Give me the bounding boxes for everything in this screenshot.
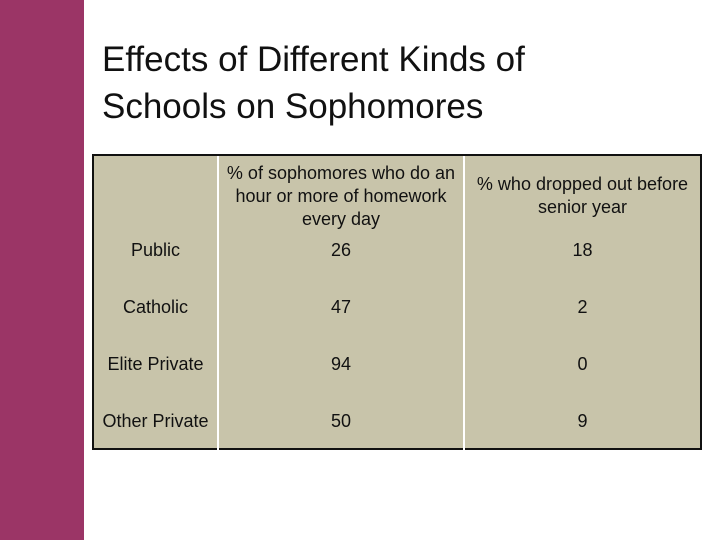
row-label: Public — [130, 240, 181, 260]
cell-dropped: 9 — [577, 411, 588, 431]
slide-title — [102, 36, 702, 130]
cell-dropped: 0 — [577, 354, 588, 374]
row-label: Catholic — [122, 297, 189, 317]
cell-homework: 47 — [218, 293, 464, 350]
cell-homework: 50 — [218, 407, 464, 464]
title-line-1: Effects of Different Kinds of — [102, 40, 525, 79]
header-dropped: % who dropped out before senior year — [476, 174, 689, 217]
cell-dropped: 2 — [577, 297, 588, 317]
row-label: Other Private — [102, 411, 209, 431]
cell-homework: 26 — [218, 236, 464, 293]
table-row — [94, 350, 700, 407]
table-row — [94, 407, 700, 464]
table-row — [94, 236, 700, 293]
header-corner — [94, 156, 218, 236]
accent-sidebar — [0, 0, 84, 540]
header-homework: % of sophomores who do an hour or more of homework every day — [218, 156, 464, 236]
cell-homework: 94 — [218, 350, 464, 407]
table-row — [94, 293, 700, 350]
row-label: Elite Private — [107, 354, 204, 374]
cell-dropped: 18 — [572, 240, 593, 260]
data-table — [92, 154, 702, 450]
title-line-2: Schools on Sophomores — [102, 87, 484, 126]
header-row — [94, 156, 700, 236]
